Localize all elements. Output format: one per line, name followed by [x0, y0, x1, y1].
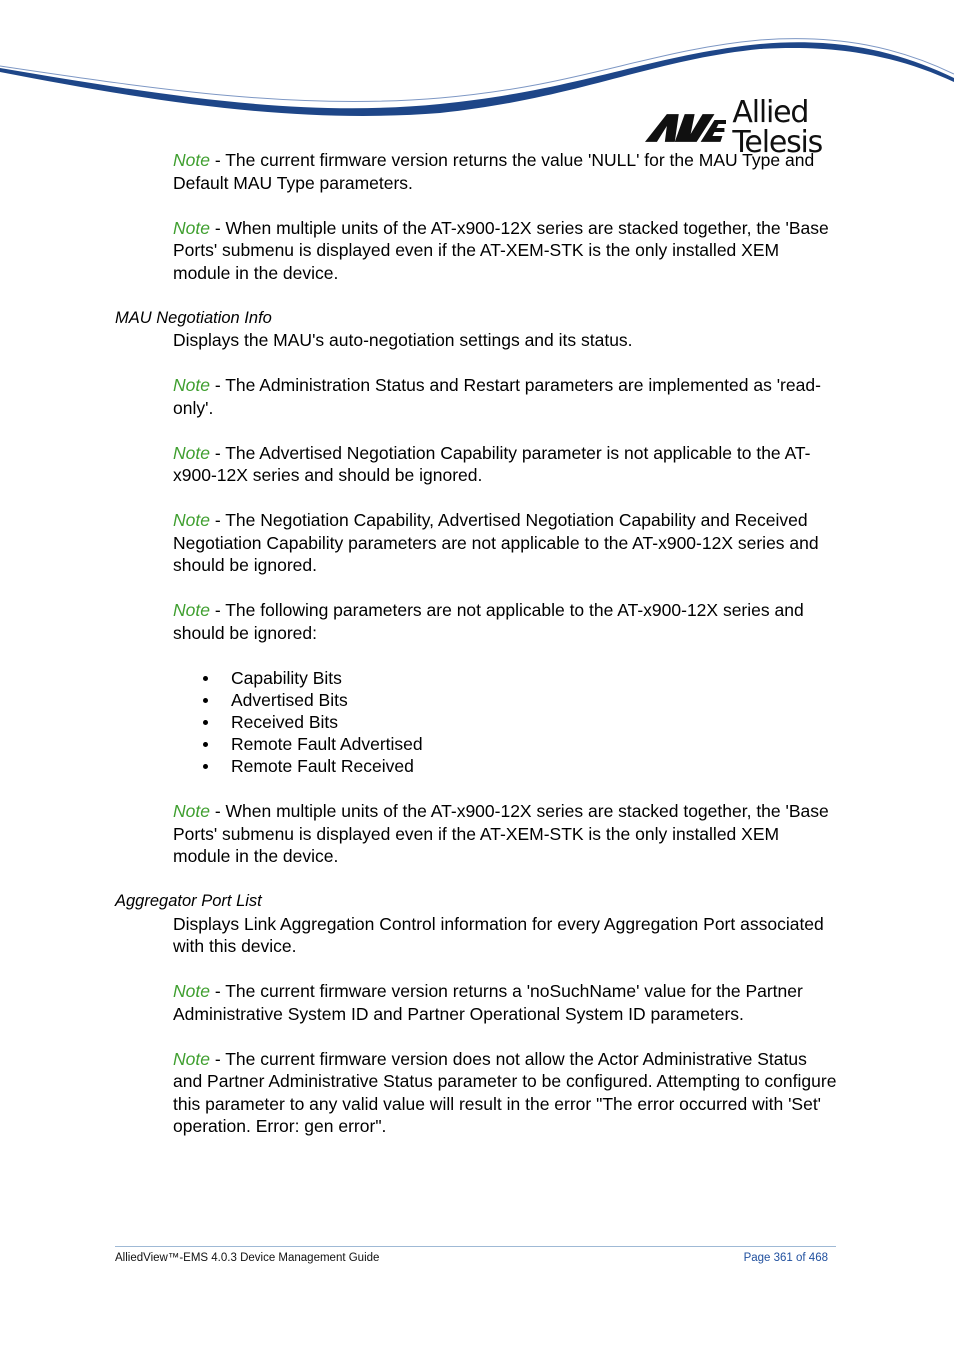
list-item: Remote Fault Advertised — [201, 733, 954, 755]
note-paragraph — [173, 442, 839, 487]
note-paragraph — [173, 374, 839, 419]
document-body — [0, 149, 954, 1138]
note-paragraph — [173, 980, 839, 1025]
note-label: Note — [173, 442, 210, 463]
note-text: - The Negotiation Capability, Advertised Negotiation Capability and Received Negotiation Capability parameters are not applicable to the AT-x900-12X series and should be ignored. — [173, 510, 819, 575]
paragraph-gap — [0, 577, 954, 600]
footer-page-number: Page 361 of 468 — [743, 1252, 828, 1264]
note-label: Note — [173, 981, 210, 1002]
note-text: - The current firmware version does not allow the Actor Administrative Status and Partner Administrative Status parameter to be configured. Attempting to configure this parameter to any valid value will result in the error "The error occurred with 'Set' operation. Error: gen error". — [173, 1048, 837, 1137]
list-item: Received Bits — [201, 711, 954, 733]
paragraph-gap — [0, 284, 954, 307]
list-item: Remote Fault Received — [201, 755, 954, 777]
list-item: Capability Bits — [201, 667, 954, 689]
body-paragraph: Displays the MAU's auto-negotiation settings and its status. — [173, 330, 633, 350]
footer-document-title: AlliedView™-EMS 4.0.3 Device Management Guide — [115, 1252, 380, 1264]
note-label: Note — [173, 150, 210, 170]
footer-rule — [115, 1246, 836, 1247]
note-label: Note — [173, 510, 210, 530]
paragraph-gap — [0, 1025, 954, 1048]
paragraph-gap — [0, 644, 954, 667]
list-item: Advertised Bits — [201, 689, 954, 711]
note-text: - When multiple units of the AT-x900-12X series are stacked together, the 'Base Ports' submenu is displayed even if the AT-XEM-STK is the only installed XEM module in the device. — [173, 217, 829, 283]
paragraph-gap — [0, 487, 954, 510]
bullet-list — [0, 667, 954, 778]
section-heading: Aggregator Port List — [115, 892, 262, 911]
note-text: - The Advertised Negotiation Capability parameter is not applicable to the AT-x900-12X series and should be ignored. — [173, 442, 811, 485]
paragraph-gap — [0, 352, 954, 375]
paragraph-gap — [0, 419, 954, 442]
note-text: - The current firmware version returns a 'noSuchName' value for the Partner Administrative System ID and Partner Operational System ID parameters. — [173, 981, 803, 1024]
note-label: Note — [173, 801, 210, 822]
allied-telesis-logo-mark-icon — [645, 114, 726, 142]
note-label: Note — [173, 1048, 210, 1069]
paragraph-gap — [0, 778, 954, 801]
body-paragraph: Displays Link Aggregation Control information for every Aggregation Port associated with this device. — [173, 913, 824, 957]
section-heading: MAU Negotiation Info — [115, 308, 272, 327]
note-paragraph — [173, 599, 839, 644]
note-paragraph — [173, 800, 839, 868]
note-text: - The Administration Status and Restart parameters are implemented as 'read-only'. — [173, 375, 821, 418]
paragraph-gap — [0, 868, 954, 891]
paragraph-gap — [0, 194, 954, 217]
logo-wordmark: Allied Telesis — [732, 95, 823, 160]
note-text: - The following parameters are not applicable to the AT-x900-12X series and should be ignored: — [173, 600, 804, 643]
allied-telesis-logo — [645, 95, 905, 160]
note-text: - When multiple units of the AT-x900-12X series are stacked together, the 'Base Ports' submenu is displayed even if the AT-XEM-STK is the only installed XEM module in the device. — [173, 801, 829, 867]
note-paragraph — [173, 217, 839, 285]
note-paragraph — [173, 509, 839, 577]
paragraph-gap — [0, 958, 954, 981]
note-text: - The current firmware version returns the value 'NULL' for the MAU Type and Default MAU Type parameters. — [173, 150, 815, 193]
note-label: Note — [173, 217, 210, 238]
note-label: Note — [173, 600, 210, 620]
note-paragraph — [173, 1048, 839, 1138]
note-paragraph — [173, 149, 839, 194]
note-label: Note — [173, 375, 210, 395]
